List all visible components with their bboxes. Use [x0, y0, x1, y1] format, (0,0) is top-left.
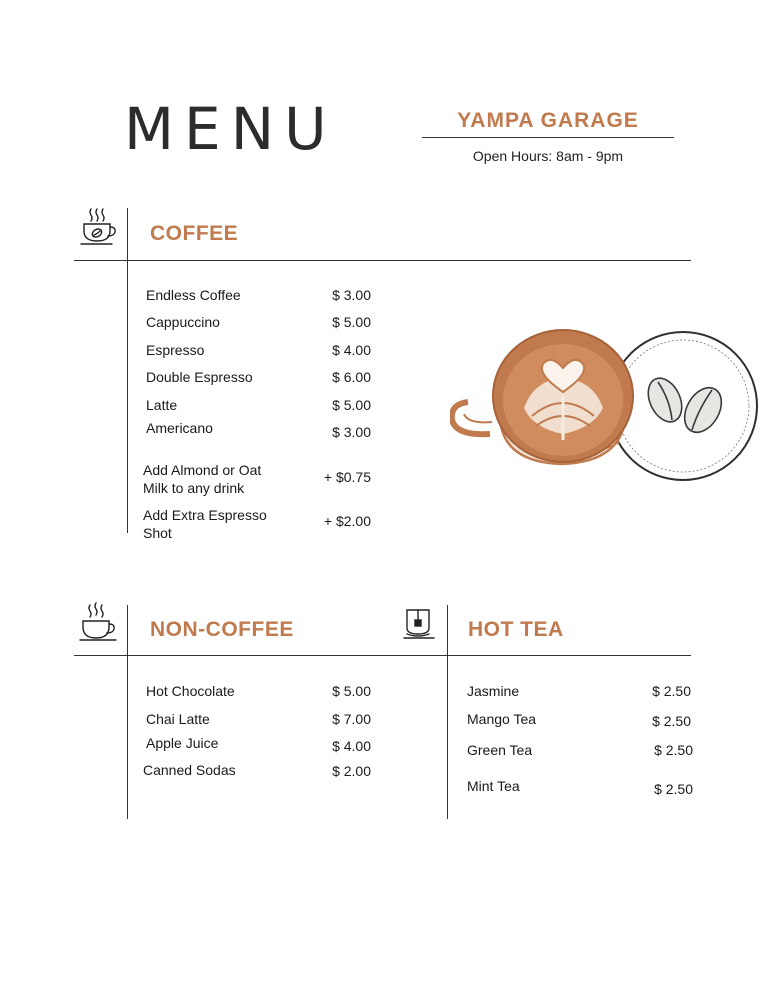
non-coffee-section-title: NON-COFFEE — [150, 618, 294, 641]
list-item: Canned Sodas — [143, 762, 236, 778]
coffee-divider — [74, 260, 691, 261]
list-item: Latte — [146, 397, 178, 413]
list-item: Mint Tea — [467, 778, 520, 794]
item-price: $ 7.00 — [332, 711, 371, 727]
list-item: Double Espresso — [146, 369, 253, 385]
list-item: Chai Latte — [146, 711, 210, 727]
list-item: Hot Chocolate — [146, 683, 235, 699]
item-price: $ 6.00 — [332, 369, 371, 385]
list-item: Mango Tea — [467, 711, 537, 727]
addon-line: Milk to any drink — [143, 480, 245, 496]
list-item: Endless Coffee — [146, 287, 241, 303]
coffee-section-title: COFFEE — [150, 222, 239, 245]
addon-price: + $0.75 — [323, 469, 371, 485]
hot-tea-section-title: HOT TEA — [468, 618, 564, 641]
brand-divider — [422, 137, 674, 138]
list-item: Cappuccino — [146, 314, 220, 330]
brand-name: YAMPA GARAGE — [457, 109, 639, 132]
addon-price: + $2.00 — [323, 513, 371, 529]
menu-title: MENU — [124, 95, 337, 163]
open-hours: Open Hours: 8am - 9pm — [472, 148, 624, 164]
addon-item — [143, 506, 267, 542]
item-price: $ 3.00 — [332, 424, 371, 440]
list-item: Apple Juice — [146, 735, 219, 751]
coffee-vertical-rule — [127, 208, 128, 533]
item-price: $ 2.50 — [652, 683, 691, 699]
item-price: $ 2.00 — [332, 763, 371, 779]
steaming-cup-icon — [78, 602, 118, 644]
item-price: $ 5.00 — [332, 683, 371, 699]
coffee-cup-bean-icon — [78, 206, 118, 250]
addon-line: Add Almond or Oat — [143, 462, 262, 478]
addon-line: Shot — [143, 525, 172, 541]
lower-divider — [74, 655, 691, 656]
item-price: $ 3.00 — [332, 287, 371, 303]
item-price: $ 4.00 — [332, 738, 371, 754]
item-price: $ 5.00 — [332, 314, 371, 330]
list-item: Americano — [146, 420, 213, 436]
tea-bag-cup-icon — [402, 606, 436, 644]
list-item: Jasmine — [467, 683, 520, 699]
item-price: $ 5.00 — [332, 397, 371, 413]
latte-cup — [452, 330, 633, 464]
list-item: Green Tea — [467, 742, 533, 758]
item-price: $ 2.50 — [654, 781, 693, 797]
latte-art-illustration — [450, 322, 762, 490]
item-price: $ 2.50 — [654, 742, 693, 758]
item-price: $ 4.00 — [332, 342, 371, 358]
addon-item — [143, 461, 261, 497]
item-price: $ 2.50 — [652, 713, 691, 729]
hot-tea-vertical-rule — [447, 605, 448, 819]
list-item: Espresso — [146, 342, 205, 358]
non-coffee-vertical-rule — [127, 605, 128, 819]
addon-line: Add Extra Espresso — [143, 507, 267, 523]
